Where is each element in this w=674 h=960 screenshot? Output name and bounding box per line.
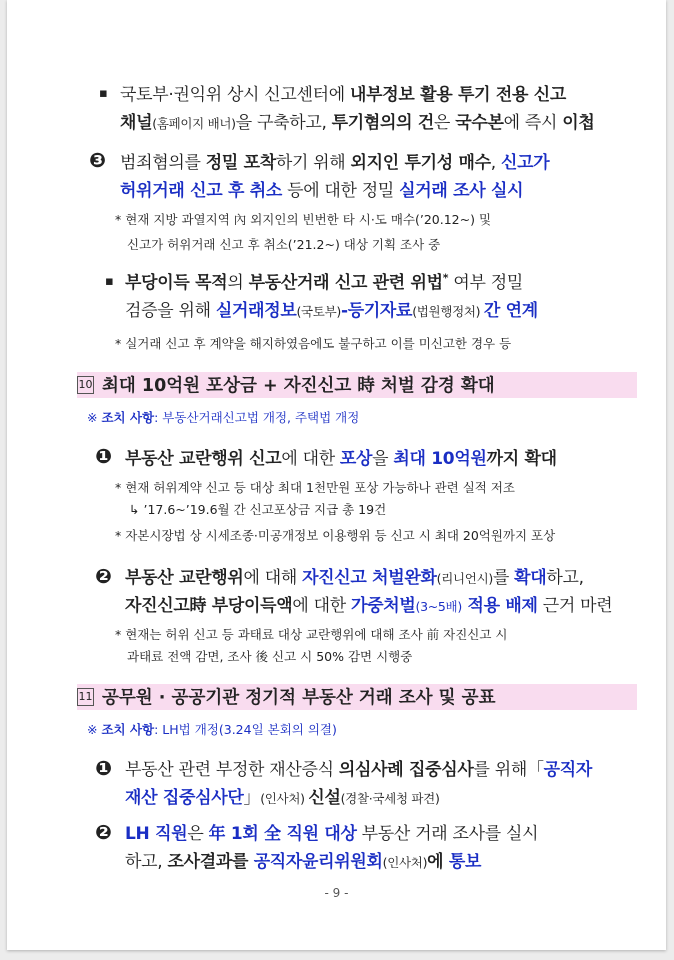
bullet-line: 국토부·권익위 상시 신고센터에 내부정보 활용 투기 전용 신고: [120, 85, 566, 105]
circled-two-icon: ❷: [95, 564, 112, 588]
item-line: 자진신고時 부당이득액에 대한 가중처벌(3~5배) 적용 배제 근거 마련: [125, 596, 613, 616]
bullet-line: 부당이득 목적의 부동산거래 신고 관련 위법* 여부 정밀: [125, 271, 523, 293]
footnote: ↳ ’17.6~’19.6월 간 신고포상금 지급 총 19건: [129, 502, 387, 517]
bullet-line: 검증을 위해 실거래정보(국토부)-등기자료(법원행정처) 간 연계: [125, 301, 538, 321]
footnote: * 현재 허위계약 신고 등 대상 최대 1천만원 포상 가능하나 관련 실적 저조: [115, 480, 515, 495]
section-heading: 10 최대 10억원 포상금 + 자진신고 時 처벌 감경 확대: [77, 372, 637, 398]
circled-one-icon: ❶: [95, 756, 112, 780]
item-line: 범죄혐의를 정밀 포착하기 위해 외지인 투기성 매수, 신고가: [120, 153, 550, 173]
section-heading: 11 공무원 · 공공기관 정기적 부동산 거래 조사 및 공표: [77, 684, 637, 710]
footnote: 과태료 전액 감면, 조사 後 신고 시 50% 감면 시행중: [127, 649, 413, 664]
measure-note: ※ 조치 사항: 부동산거래신고법 개정, 주택법 개정: [87, 410, 360, 425]
item-line: LH 직원은 年 1회 全 직원 대상 부동산 거래 조사를 실시: [125, 824, 539, 844]
document-page: [7, 0, 666, 950]
bullet-line: 채널(홈페이지 배너)을 구축하고, 투기혐의의 건은 국수본에 즉시 이첩: [120, 113, 595, 133]
footnote: 신고가 허위거래 신고 후 취소(’21.2~) 대상 기획 조사 중: [127, 237, 441, 252]
item-line: 부동산 교란행위 신고에 대한 포상을 최대 10억원까지 확대: [125, 449, 557, 469]
measure-note: ※ 조치 사항: LH법 개정(3.24일 본회의 의결): [87, 722, 337, 737]
item-line: 부동산 관련 부정한 재산증식 의심사례 집중심사를 위해「공직자: [125, 760, 593, 780]
page-number: - 9 -: [324, 886, 349, 900]
return-arrow-icon: ↳: [129, 502, 140, 517]
item-line: 하고, 조사결과를 공직자윤리위원회(인사처)에 통보: [125, 852, 482, 872]
footnote: * 현재는 허위 신고 등 과태료 대상 교란행위에 대해 조사 前 자진신고 시: [115, 627, 508, 642]
item-line: 재산 집중심사단」(인사처) 신설(경찰·국세청 파견): [125, 788, 440, 808]
item-line: 허위거래 신고 후 취소 등에 대한 정밀 실거래 조사 실시: [120, 181, 524, 201]
square-bullet-icon: ▪: [99, 86, 108, 101]
circled-one-icon: ❶: [95, 444, 112, 468]
circled-three-icon: ❸: [89, 148, 106, 172]
circled-two-icon: ❷: [95, 820, 112, 844]
footnote: * 실거래 신고 후 계약을 해지하였음에도 불구하고 이를 미신고한 경우 등: [115, 336, 512, 351]
footnote: * 현재 지방 과열지역 內 외지인의 빈번한 타 시·도 매수(’20.12~) 및: [115, 212, 492, 227]
square-bullet-icon: ▪: [105, 274, 114, 289]
item-line: 부동산 교란행위에 대해 자진신고 처벌완화(리니언시)를 확대하고,: [125, 568, 584, 588]
footnote: * 자본시장법 상 시세조종·미공개정보 이용행위 등 신고 시 최대 20억원까지 포상: [115, 528, 556, 543]
